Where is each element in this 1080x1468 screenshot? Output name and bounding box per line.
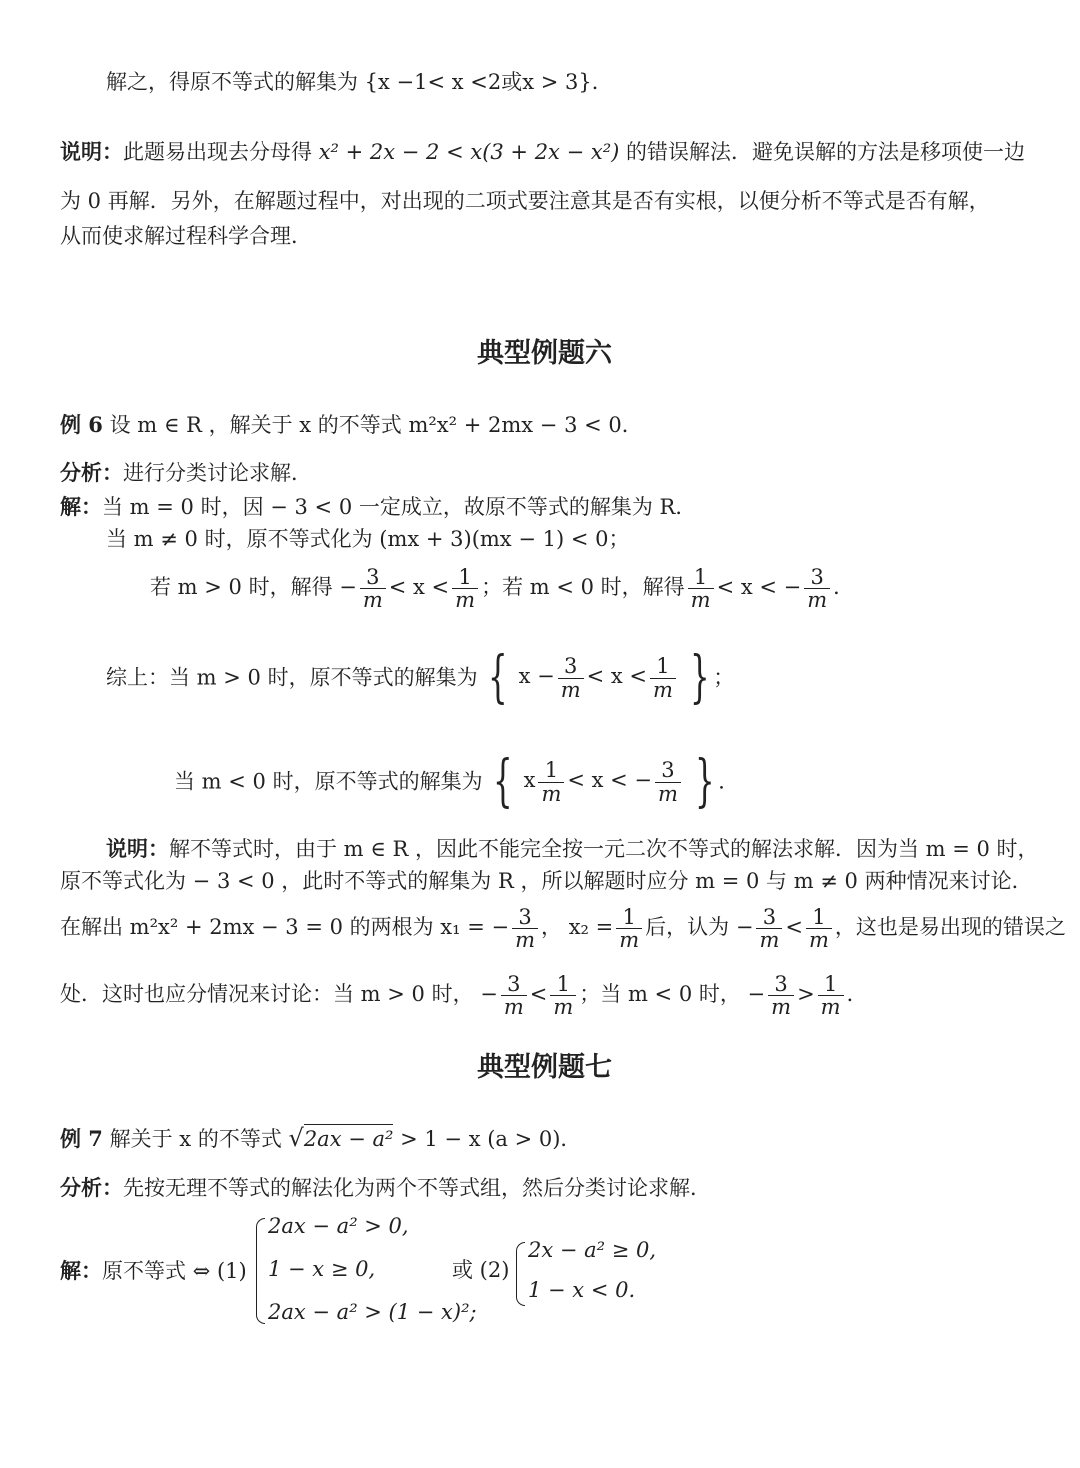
example-label: 例 7 xyxy=(60,1126,103,1151)
solution-label: 解： xyxy=(60,1258,102,1283)
note-label: 说明： xyxy=(60,139,123,164)
note-text: 处．这时也应分情况来讨论：当 m > 0 时， − xyxy=(60,982,498,1007)
note-text: ． xyxy=(846,982,868,1007)
fraction xyxy=(655,759,681,804)
fraction-numerator: 3 xyxy=(756,906,782,929)
note-text: ，这也是易出现的错误之 xyxy=(834,915,1066,940)
fraction xyxy=(452,566,478,611)
case-text: < x < xyxy=(388,575,450,600)
solution-6-summary-1 xyxy=(106,645,735,710)
fraction-numerator: 1 xyxy=(806,906,832,929)
set-text: x xyxy=(523,768,536,793)
fraction-denominator: m xyxy=(808,928,829,953)
note-label: 说明： xyxy=(106,836,169,861)
fraction xyxy=(558,655,584,700)
fraction xyxy=(538,759,564,804)
system-row: 1 − x ≥ 0, xyxy=(268,1257,376,1281)
fraction-numerator: 3 xyxy=(512,906,538,929)
solution-set xyxy=(519,655,679,700)
section-heading-7: 典型例题七 xyxy=(477,1052,612,1083)
fraction xyxy=(768,973,794,1018)
fraction-denominator: m xyxy=(541,781,562,806)
inequality-system-2 xyxy=(516,1240,676,1308)
fraction-numerator: 3 xyxy=(655,759,681,782)
note-text: ， x₂ = xyxy=(541,915,614,940)
fraction-denominator: m xyxy=(455,588,476,613)
fraction-numerator: 1 xyxy=(818,973,844,996)
fraction-denominator: m xyxy=(515,928,536,953)
fraction-numerator: 1 xyxy=(650,655,676,678)
fraction xyxy=(501,973,527,1018)
right-brace-icon: } xyxy=(694,749,715,814)
solution-6-line-2: 当 m ≠ 0 时，原不等式化为 (mx + 3)(mx − 1) < 0； xyxy=(106,527,630,551)
note-text: < xyxy=(785,915,803,940)
punctuation: ； xyxy=(713,665,735,690)
radicand: 2ax − a² xyxy=(304,1124,394,1151)
system-brace-icon xyxy=(256,1218,265,1324)
note-text: < xyxy=(529,982,548,1007)
fraction xyxy=(804,566,830,611)
analysis-6 xyxy=(60,462,312,484)
fraction xyxy=(818,973,844,1018)
case-text: ；若 m < 0 时，解得 xyxy=(481,575,685,600)
fraction xyxy=(550,973,576,1018)
system-row: 2ax − a² > (1 − x)²; xyxy=(268,1300,477,1324)
set-text: < x < − xyxy=(567,768,653,793)
note-6-line-2: 原不等式化为 − 3 < 0 ，此时不等式的解集为 R ，所以解题时应分 m = 0 与 m ≠ 0 两种情况来讨论． xyxy=(60,869,1033,893)
solution-6-line-1 xyxy=(60,496,696,518)
fraction-numerator: 1 xyxy=(688,566,714,589)
fraction-denominator: m xyxy=(553,995,574,1020)
fraction-denominator: m xyxy=(759,928,780,953)
note-text: 的错误解法．避免误解的方法是移项使一边 xyxy=(626,140,1025,164)
fraction-numerator: 1 xyxy=(550,973,576,996)
solution-line: 解之，得原不等式的解集为 {x −1< x <2或x > 3}． xyxy=(106,70,613,94)
square-root-icon: √ xyxy=(288,1124,304,1152)
note-text: > xyxy=(797,982,815,1007)
fraction-denominator: m xyxy=(807,588,828,613)
system-row: 1 − x < 0. xyxy=(528,1278,636,1302)
note-6-line-3 xyxy=(60,906,1066,951)
fraction xyxy=(650,655,676,700)
set-text: < x < xyxy=(586,664,648,689)
note-1-line-2: 为 0 再解．另外，在解题过程中，对出现的二项式要注意其是否有实根，以便分析不等式是否有解， xyxy=(60,189,990,213)
fraction-denominator: m xyxy=(362,588,383,613)
or-connector: 或 (2) xyxy=(452,1258,510,1282)
inequality-system-1 xyxy=(256,1214,477,1326)
note-text: 在解出 m²x² + 2mx − 3 = 0 的两根为 x₁ = − xyxy=(60,915,510,940)
example-6 xyxy=(60,414,643,436)
fraction-numerator: 1 xyxy=(538,759,564,782)
note-6-line-1 xyxy=(106,838,1039,860)
fraction-denominator: m xyxy=(771,995,792,1020)
fraction-numerator: 3 xyxy=(768,973,794,996)
system-row: 2x − a² ≥ 0, xyxy=(528,1238,657,1262)
analysis-text: 进行分类讨论求解． xyxy=(123,461,312,485)
case-text: < x < − xyxy=(716,575,802,600)
fraction xyxy=(360,566,386,611)
fraction-numerator: 3 xyxy=(501,973,527,996)
note-text: 此题易出现去分母得 xyxy=(123,140,312,164)
example-statement: 设 m ∈ R ，解关于 x 的不等式 m²x² + 2mx − 3 < 0． xyxy=(109,413,643,437)
note-1-line-1 xyxy=(60,141,1025,163)
fraction xyxy=(806,906,832,951)
fraction-denominator: m xyxy=(619,928,640,953)
summary-text: 综上：当 m > 0 时，原不等式的解集为 xyxy=(106,665,478,690)
solution-text: 原不等式 ⇔ (1) xyxy=(102,1259,247,1283)
note-text: 解不等式时，由于 m ∈ R ，因此不能完全按一元二次不等式的解法求解．因为当 m = 0 时， xyxy=(169,837,1039,861)
left-brace-icon: { xyxy=(493,749,513,814)
solution-6-summary-2 xyxy=(174,749,740,814)
example-statement: > 1 − x (a > 0)． xyxy=(400,1127,582,1151)
fraction-denominator: m xyxy=(820,995,841,1020)
fraction xyxy=(512,906,538,951)
example-statement: 解关于 x 的不等式 xyxy=(109,1127,282,1151)
note-text: ；当 m < 0 时， − xyxy=(579,982,766,1007)
case-text: 若 m > 0 时，解得 − xyxy=(150,575,357,600)
example-7 xyxy=(60,1126,581,1150)
summary-text: 当 m < 0 时，原不等式的解集为 xyxy=(174,769,483,794)
fraction xyxy=(616,906,642,951)
left-brace-icon: { xyxy=(488,645,508,710)
fraction-numerator: 3 xyxy=(558,655,584,678)
note-1-line-3: 从而使求解过程科学合理． xyxy=(60,224,312,248)
example-label: 例 6 xyxy=(60,412,103,437)
fraction-denominator: m xyxy=(560,677,581,702)
solution-label: 解： xyxy=(60,494,102,519)
fraction-denominator: m xyxy=(690,588,711,613)
system-row: 2ax − a² > 0, xyxy=(268,1214,409,1238)
solution-text: 当 m = 0 时，因 − 3 < 0 一定成立，故原不等式的解集为 R． xyxy=(102,495,697,519)
system-brace-icon xyxy=(516,1242,525,1306)
solution-7-lead xyxy=(60,1260,247,1282)
note-text: 后，认为 − xyxy=(645,915,754,940)
analysis-label: 分析： xyxy=(60,460,123,485)
note-6-line-4 xyxy=(60,973,868,1018)
fraction xyxy=(688,566,714,611)
fraction-numerator: 1 xyxy=(616,906,642,929)
fraction xyxy=(756,906,782,951)
analysis-7 xyxy=(60,1177,711,1199)
set-text: x − xyxy=(518,664,555,689)
fraction-numerator: 3 xyxy=(360,566,386,589)
solution-6-cases xyxy=(150,566,854,611)
analysis-text: 先按无理不等式的解法化为两个不等式组，然后分类讨论求解． xyxy=(123,1176,711,1200)
fraction-denominator: m xyxy=(658,781,678,806)
fraction-numerator: 3 xyxy=(804,566,830,589)
section-heading-6: 典型例题六 xyxy=(477,338,612,369)
analysis-label: 分析： xyxy=(60,1175,123,1200)
fraction-denominator: m xyxy=(503,995,524,1020)
solution-set xyxy=(524,759,684,804)
note-expression: x² + 2x − 2 < x(3 + 2x − x²) xyxy=(318,140,620,164)
fraction-numerator: 1 xyxy=(452,566,478,589)
right-brace-icon: } xyxy=(689,645,710,710)
fraction-denominator: m xyxy=(653,677,673,702)
punctuation: ． xyxy=(833,575,855,600)
punctuation: ． xyxy=(718,769,740,794)
